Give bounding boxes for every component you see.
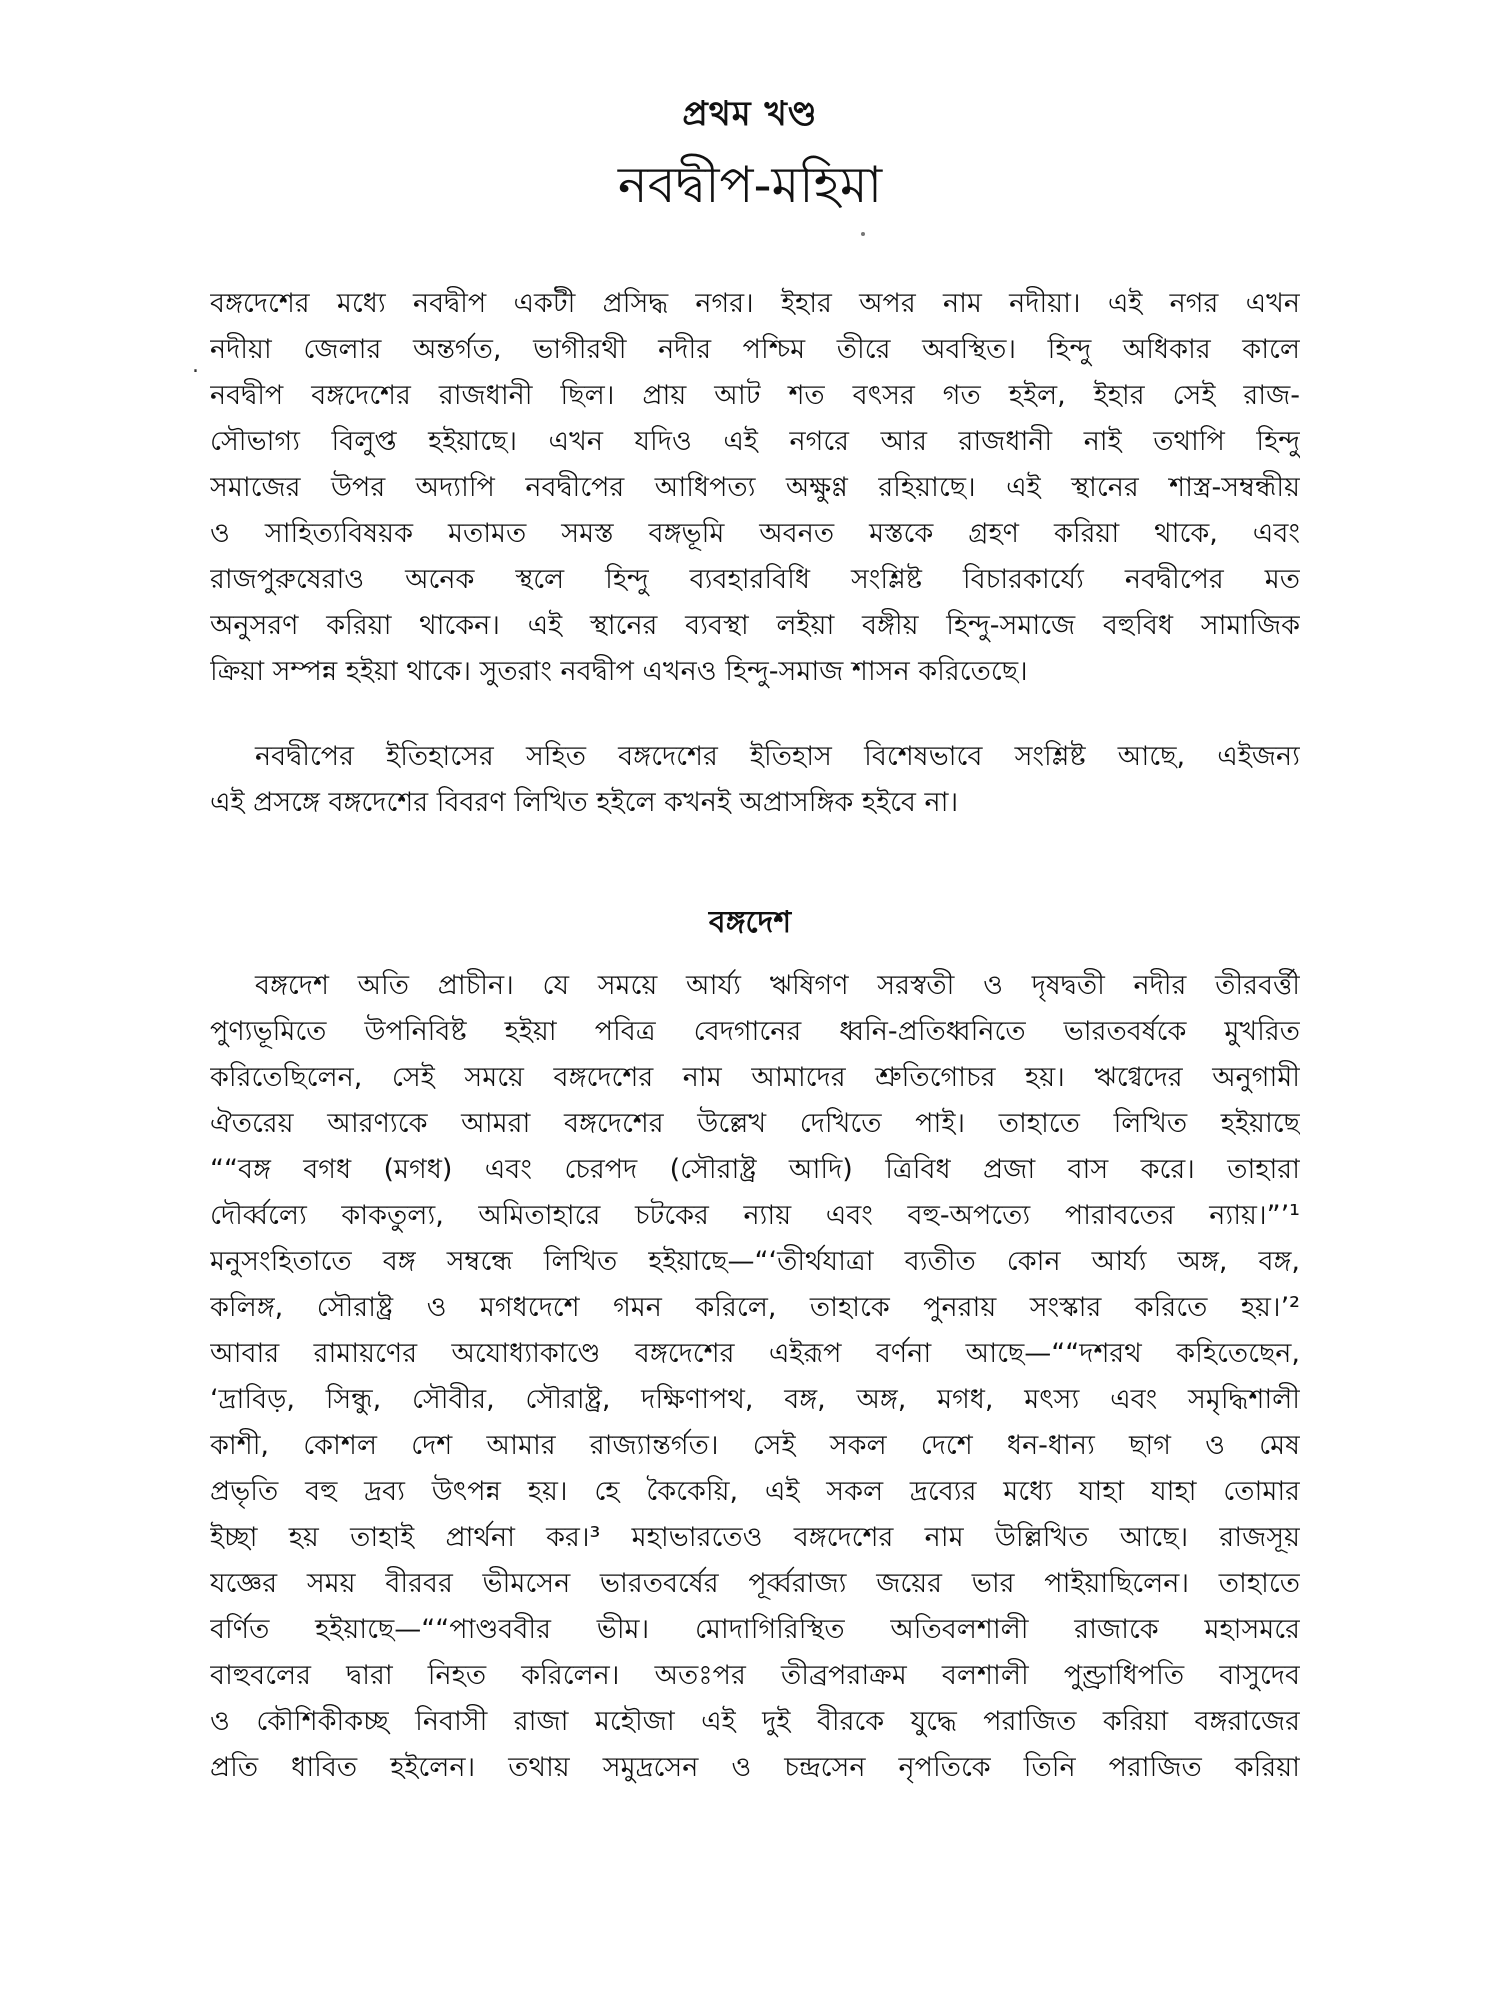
text-line: রাজপুরুষেরাও অনেক স্থলে হিন্দু ব্যবহারবিধি সংশ্লিষ্ট বিচারকার্য্যে নবদ্বীপের মত [210, 564, 1300, 595]
text-line: পুণ্যভূমিতে উপনিবিষ্ট হইয়া পবিত্র বেদগানের ধ্বনি-প্রতিধ্বনিতে ভারতবর্ষকে মুখরিত [210, 1016, 1300, 1047]
text-line: ও কৌশিকীকচ্ছ নিবাসী রাজা মহৌজা এই দুই বীরকে যুদ্ধে পরাজিত করিয়া বঙ্গরাজের [210, 1706, 1300, 1737]
part-title: প্রথম খণ্ড [682, 94, 818, 134]
text-line: সমাজের উপর অদ্যাপি নবদ্বীপের আধিপত্য অক্ষুণ্ণ রহিয়াছে। এই স্থানের শাস্ত্র-সম্বন্ধীয় [210, 472, 1300, 503]
margin-dot: . [192, 353, 199, 378]
intro-paragraph-2 [210, 734, 1300, 826]
text-line: নবদ্বীপের ইতিহাসের সহিত বঙ্গদেশের ইতিহাস বিশেষভাবে সংশ্লিষ্ট আছে, এইজন্য [255, 741, 1300, 772]
text-line: এই প্রসঙ্গে বঙ্গদেশের বিবরণ লিখিত হইলে কখনই অপ্রাসঙ্গিক হইবে না। [210, 787, 959, 818]
text-line: ও সাহিত্যবিষয়ক মতামত সমস্ত বঙ্গভূমি অবনত মস্তকে গ্রহণ করিয়া থাকে, এবং [210, 518, 1300, 549]
text-line: বাহুবলের দ্বারা নিহত করিলেন। অতঃপর তীব্রপরাক্রম বলশালী পুণ্ড্রাধিপতি বাসুদেব [210, 1660, 1300, 1691]
bangadesh-paragraph [210, 963, 1300, 1791]
text-line: সৌভাগ্য বিলুপ্ত হইয়াছে। এখন যদিও এই নগরে আর রাজধানী নাই তথাপি হিন্দু [210, 426, 1300, 457]
text-line: বর্ণিত হইয়াছে—““পাণ্ডববীর ভীম। মোদাগিরিস্থিত অতিবলশালী রাজাকে মহাসমরে [210, 1614, 1300, 1645]
ink-speck [861, 232, 865, 236]
text-line: বঙ্গদেশের মধ্যে নবদ্বীপ একটী প্রসিদ্ধ নগর। ইহার অপর নাম নদীয়া। এই নগর এখন [210, 288, 1300, 319]
text-line: ইচ্ছা হয় তাহাই প্রার্থনা কর।³ মহাভারতেও বঙ্গদেশের নাম উল্লিখিত আছে। রাজসূয় [210, 1522, 1300, 1553]
text-line: নদীয়া জেলার অন্তর্গত, ভাগীরথী নদীর পশ্চিম তীরে অবস্থিত। হিন্দু অধিকার কালে [210, 334, 1300, 365]
text-line: ““বঙ্গ বগধ (মগধ) এবং চেরপদ (সৌরাষ্ট্র আদি) ত্রিবিধ প্রজা বাস করে। তাহারা [210, 1154, 1300, 1185]
text-line: করিতেছিলেন, সেই সময়ে বঙ্গদেশের নাম আমাদের শ্রুতিগোচর হয়। ঋগ্বেদের অনুগামী [210, 1062, 1300, 1093]
section-heading: বঙ্গদেশ [708, 905, 792, 940]
text-line: মনুসংহিতাতে বঙ্গ সম্বন্ধে লিখিত হইয়াছে—“‘তীর্থযাত্রা ব্যতীত কোন আর্য্য অঙ্গ, বঙ্গ, [210, 1246, 1300, 1277]
text-line: ক্রিয়া সম্পন্ন হইয়া থাকে। সুতরাং নবদ্বীপ এখনও হিন্দু-সমাজ শাসন করিতেছে। [210, 656, 1028, 687]
text-line: ঐতরেয় আরণ্যকে আমরা বঙ্গদেশের উল্লেখ দেখিতে পাই। তাহাতে লিখিত হইয়াছে [210, 1108, 1300, 1139]
text-line: প্রতি ধাবিত হইলেন। তথায় সমুদ্রসেন ও চন্দ্রসেন নৃপতিকে তিনি পরাজিত করিয়া [210, 1752, 1300, 1783]
text-line: আবার রামায়ণের অযোধ্যাকাণ্ডে বঙ্গদেশের এইরূপ বর্ণনা আছে—““দশরথ কহিতেছেন, [210, 1338, 1300, 1369]
text-line: যজ্ঞের সময় বীরবর ভীমসেন ভারতবর্ষের পূর্ব্বরাজ্য জয়ের ভার পাইয়াছিলেন। তাহাতে [210, 1568, 1300, 1599]
text-line: নবদ্বীপ বঙ্গদেশের রাজধানী ছিল। প্রায় আট শত বৎসর গত হইল, ইহার সেই রাজ- [210, 380, 1300, 411]
text-line: দৌর্ব্বল্যে কাকতুল্য, অমিতাহারে চটকের ন্যায় এবং বহু-অপত্যে পারাবতের ন্যায়।”’¹ [210, 1200, 1300, 1231]
text-line: বঙ্গদেশ অতি প্রাচীন। যে সময়ে আর্য্য ঋষিগণ সরস্বতী ও দৃষদ্বতী নদীর তীরবর্ত্তী [255, 970, 1300, 1001]
text-line: অনুসরণ করিয়া থাকেন। এই স্থানের ব্যবস্থা লইয়া বঙ্গীয় হিন্দু-সমাজে বহুবিধ সামাজিক [210, 610, 1300, 641]
text-line: প্রভৃতি বহু দ্রব্য উৎপন্ন হয়। হে কৈকেয়ি, এই সকল দ্রব্যের মধ্যে যাহা যাহা তোমার [210, 1476, 1300, 1507]
text-line: কাশী, কোশল দেশ আমার রাজ্যান্তর্গত। সেই সকল দেশে ধন-ধান্য ছাগ ও মেষ [210, 1430, 1300, 1461]
chapter-title: নবদ্বীপ-মহিমা [617, 156, 883, 214]
intro-paragraph-1 [210, 281, 1300, 695]
text-line: ‘দ্রাবিড়, সিন্ধু, সৌবীর, সৌরাষ্ট্র, দক্ষিণাপথ, বঙ্গ, অঙ্গ, মগধ, মৎস্য এবং সমৃদ্ধিশালী [210, 1384, 1300, 1415]
text-line: কলিঙ্গ, সৌরাষ্ট্র ও মগধদেশে গমন করিলে, তাহাকে পুনরায় সংস্কার করিতে হয়।’² [210, 1292, 1300, 1323]
